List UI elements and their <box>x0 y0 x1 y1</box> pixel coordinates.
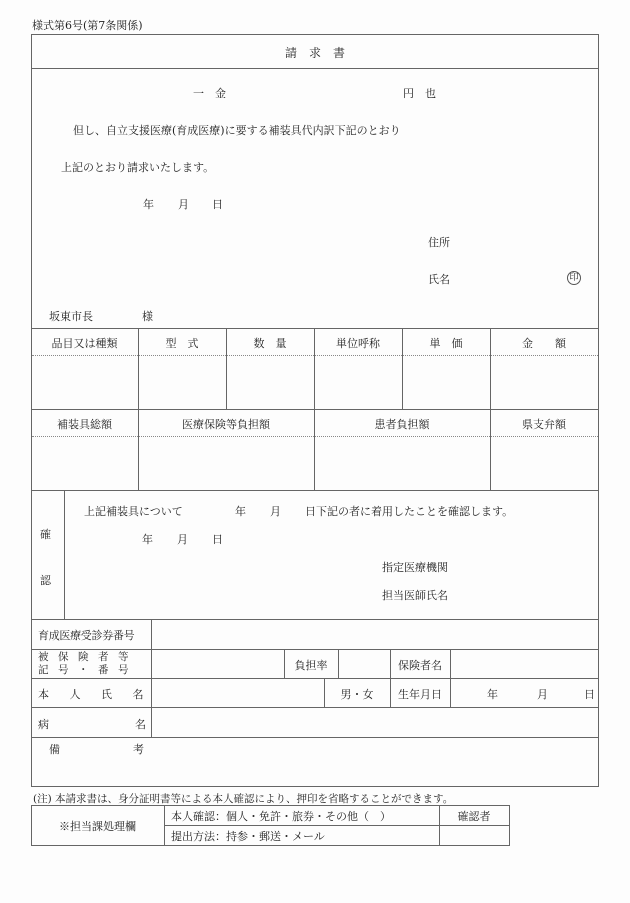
address-label: 住所 <box>428 236 450 249</box>
patient-name-label: 本 人 氏 名 <box>38 688 143 701</box>
header-patient-burden: 患者負担額 <box>374 418 430 431</box>
header-prefecture-payment: 県支弁額 <box>522 418 566 431</box>
remarks-label-1: 備 <box>49 743 60 756</box>
header-unit-price: 単 価 <box>429 337 463 350</box>
form-number-label: 様式第6号(第7条関係) <box>32 19 143 32</box>
submission-method-options: 提出方法：持参・郵送・メール <box>171 830 325 843</box>
confirmation-date-day: 日 <box>212 533 223 546</box>
date-day: 日 <box>212 198 223 211</box>
institution-label: 指定医療機関 <box>382 561 448 574</box>
item-type-field[interactable] <box>32 357 137 408</box>
request-text: 上記のとおり請求いたします。 <box>61 161 215 174</box>
confirmation-line-year: 年 <box>235 505 246 518</box>
certificate-number-field[interactable] <box>152 620 597 648</box>
statement-text: 但し、自立支援医療(育成医療)に要する補装具代内訳下記のとおり <box>73 124 401 137</box>
amount-suffix: 円 也 <box>403 87 436 100</box>
confirmation-line-prefix: 上記補装具について <box>84 505 183 518</box>
seal-mark-icon: 印 <box>567 270 581 285</box>
insurer-name-label: 保険者名 <box>398 659 442 672</box>
disease-label-2: 名 <box>135 718 146 731</box>
insurance-burden-field[interactable] <box>139 438 313 489</box>
confirmation-side-label-2: 認 <box>40 574 51 587</box>
insured-label-line-2: 記 号 ・ 番 号 <box>38 664 128 676</box>
note-text: (注) 本請求書は、身分証明書等による本人確認により、押印を省略することができます。 <box>33 793 454 805</box>
header-device-total: 補装具総額 <box>57 418 112 431</box>
certificate-number-label: 育成医療受診券番号 <box>38 629 135 642</box>
patient-burden-field[interactable] <box>315 438 489 489</box>
amount-field[interactable] <box>491 357 597 408</box>
header-amount: 金 額 <box>522 337 566 350</box>
name-label: 氏名 <box>428 273 450 286</box>
insured-label-line-1: 被 保 険 者 等 <box>38 651 128 663</box>
addressee-honorific: 様 <box>142 310 153 323</box>
confirmation-line-month: 月 <box>270 505 281 518</box>
birth-date-label: 生年月日 <box>398 688 442 701</box>
birth-year: 年 <box>487 688 498 701</box>
confirmation-date-month: 月 <box>177 533 188 546</box>
prefecture-payment-field[interactable] <box>491 438 597 489</box>
header-model: 型 式 <box>165 337 199 350</box>
sex-selector[interactable]: 男・女 <box>340 688 374 701</box>
date-year: 年 <box>143 198 154 211</box>
birth-month: 月 <box>537 688 548 701</box>
header-quantity: 数 量 <box>253 337 287 350</box>
header-item-type: 品目又は種類 <box>51 337 118 350</box>
doctor-label: 担当医師氏名 <box>382 589 448 602</box>
checker-field[interactable] <box>440 826 509 845</box>
burden-rate-field[interactable] <box>339 650 389 677</box>
remarks-label-2: 考 <box>133 743 144 756</box>
burden-rate-label: 負担率 <box>294 659 328 672</box>
patient-name-field[interactable] <box>152 679 323 706</box>
unit-price-field[interactable] <box>403 357 489 408</box>
checker-label: 確認者 <box>457 810 491 823</box>
confirmation-side-label-1: 確 <box>40 528 51 541</box>
confirmation-date-year: 年 <box>142 533 153 546</box>
header-insurance-burden: 医療保険等負担額 <box>182 418 270 431</box>
office-label: ※担当課処理欄 <box>59 820 136 833</box>
document-title: 請 求 書 <box>284 46 345 60</box>
confirmation-line-suffix: 日下記の者に着用したことを確認します。 <box>305 505 514 518</box>
birth-day: 日 <box>584 688 595 701</box>
disease-name-field[interactable] <box>152 708 597 736</box>
unit-name-field[interactable] <box>315 357 401 408</box>
identity-check-options: 本人確認：個人・免許・旅券・その他（ ） <box>171 810 391 823</box>
header-unit-name: 単位呼称 <box>336 337 380 350</box>
remarks-field[interactable] <box>152 738 597 785</box>
date-month: 月 <box>178 198 189 211</box>
insurer-name-field[interactable] <box>451 650 597 677</box>
device-total-field[interactable] <box>32 438 137 489</box>
amount-prefix: 一 金 <box>193 87 226 100</box>
disease-label-1: 病 <box>38 718 49 731</box>
addressee-name: 坂東市長 <box>49 310 93 323</box>
model-field[interactable] <box>139 357 225 408</box>
insured-number-field[interactable] <box>152 650 283 677</box>
quantity-field[interactable] <box>227 357 313 408</box>
